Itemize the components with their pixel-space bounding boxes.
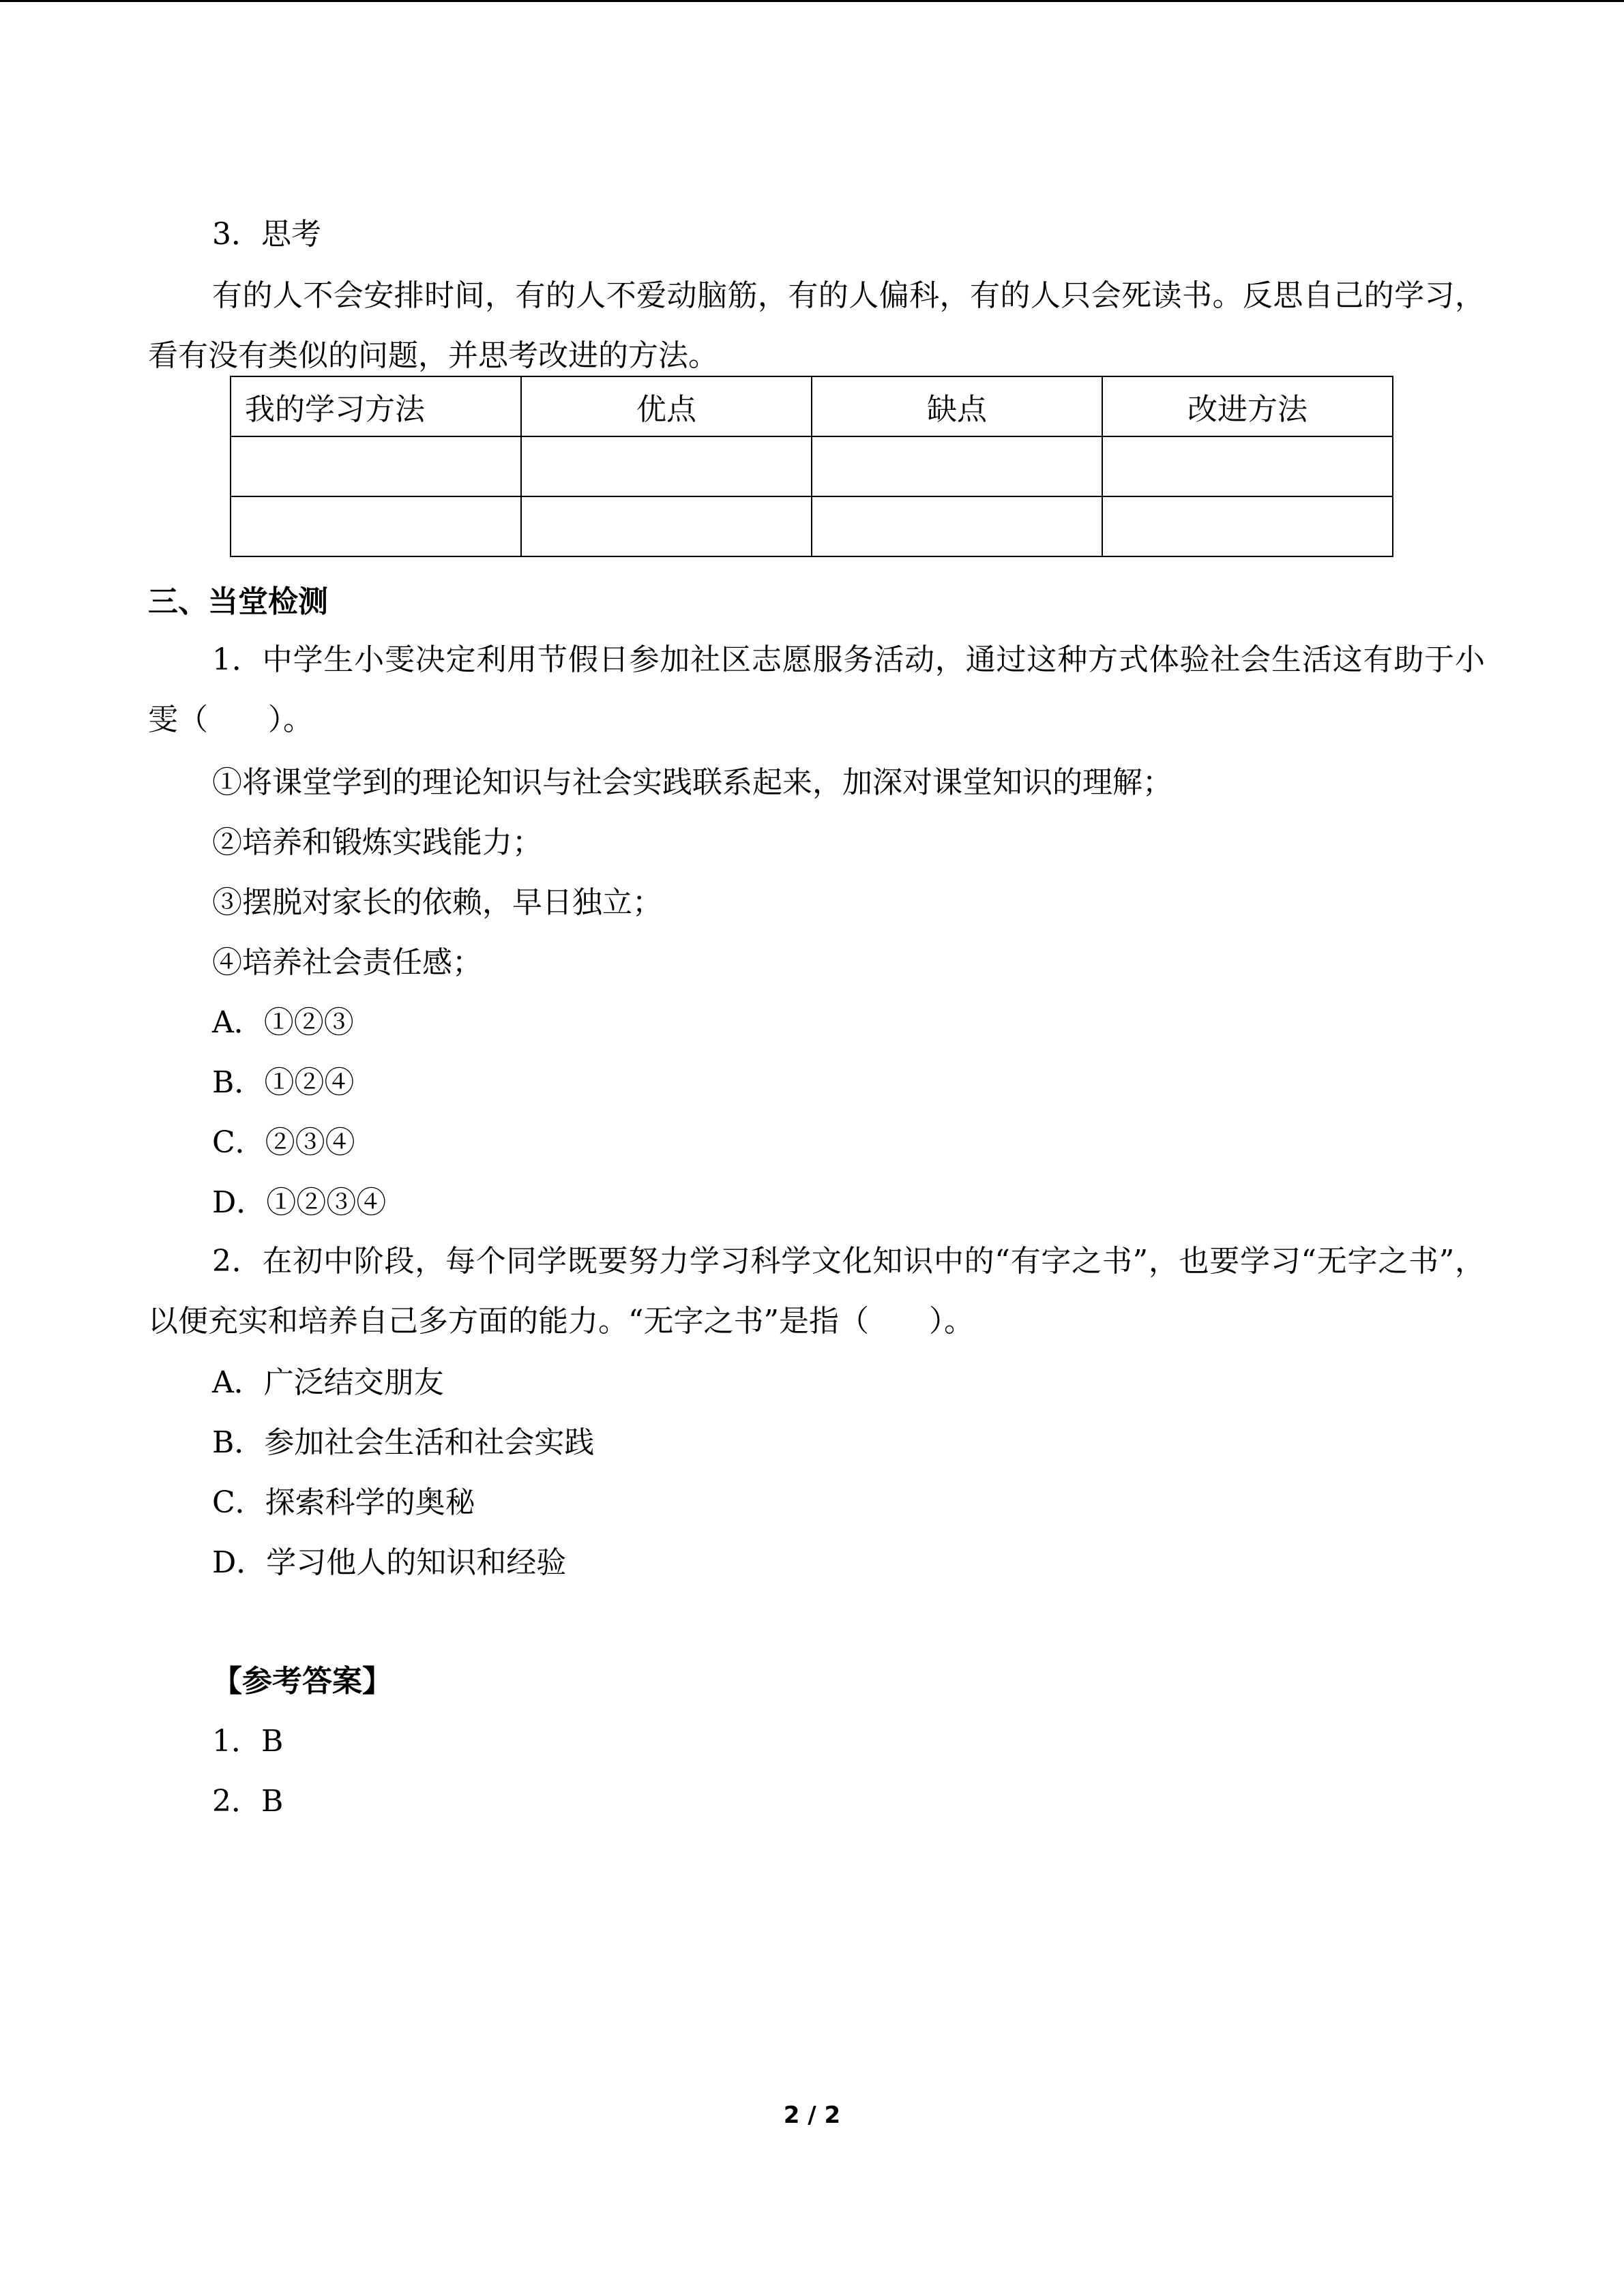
q1-option-b: B．①②④	[212, 1065, 355, 1100]
q1-option-a: A．①②③	[212, 1005, 354, 1040]
table-cell	[521, 496, 812, 556]
q1-option-d: D．①②③④	[212, 1185, 387, 1220]
table-cell	[521, 436, 812, 496]
study-method-table	[230, 376, 1393, 557]
table-row	[231, 436, 1393, 496]
q1-statement-4: ④培养社会责任感；	[212, 945, 482, 980]
answer-1: 1．B	[212, 1724, 284, 1759]
q1-statement-1: ①将课堂学到的理论知识与社会实践联系起来，加深对课堂知识的理解；	[212, 765, 1172, 800]
table-header-advantage: 优点	[521, 376, 812, 436]
table-header-method: 我的学习方法	[231, 376, 521, 436]
table-cell	[231, 496, 521, 556]
q1-option-c: C．②③④	[212, 1125, 355, 1160]
page-number: 2 / 2	[783, 2102, 841, 2129]
table-cell	[1102, 436, 1393, 496]
table-header-disadvantage: 缺点	[812, 376, 1102, 436]
test-section-heading: 三、当堂检测	[148, 584, 328, 619]
table-header-row	[231, 376, 1393, 436]
table-cell	[812, 436, 1102, 496]
table-row	[231, 496, 1393, 556]
answer-2: 2．B	[212, 1784, 284, 1819]
q2-option-d: D．学习他人的知识和经验	[212, 1545, 567, 1580]
q2-option-b: B．参加社会生活和社会实践	[212, 1425, 595, 1460]
table-header-improvement: 改进方法	[1102, 376, 1393, 436]
section-3-heading: 3．思考	[212, 217, 321, 252]
q2-option-c: C．探索科学的奥秘	[212, 1485, 475, 1520]
q1-stem: 1．中学生小雯决定利用节假日参加社区志愿服务活动，通过这种方式体验社会生活这有助于小雯（ ）。	[148, 642, 1485, 737]
q1-statement-3: ③摆脱对家长的依赖，早日独立；	[212, 885, 662, 920]
q2-option-a: A．广泛结交朋友	[212, 1365, 444, 1400]
q1-statement-2: ②培养和锻炼实践能力；	[212, 825, 542, 860]
table-cell	[1102, 496, 1393, 556]
answers-heading: 【参考答案】	[212, 1664, 392, 1699]
section-3-paragraph: 有的人不会安排时间，有的人不爱动脑筋，有的人偏科，有的人只会死读书。反思自己的学习，看有没有类似的问题，并思考改进的方法。	[148, 278, 1485, 373]
table-cell	[812, 496, 1102, 556]
q2-stem: 2．在初中阶段，每个同学既要努力学习科学文化知识中的“有字之书”，也要学习“无字之书”，以便充实和培养自己多方面的能力。“无字之书”是指（ ）。	[148, 1244, 1485, 1339]
table-cell	[231, 436, 521, 496]
